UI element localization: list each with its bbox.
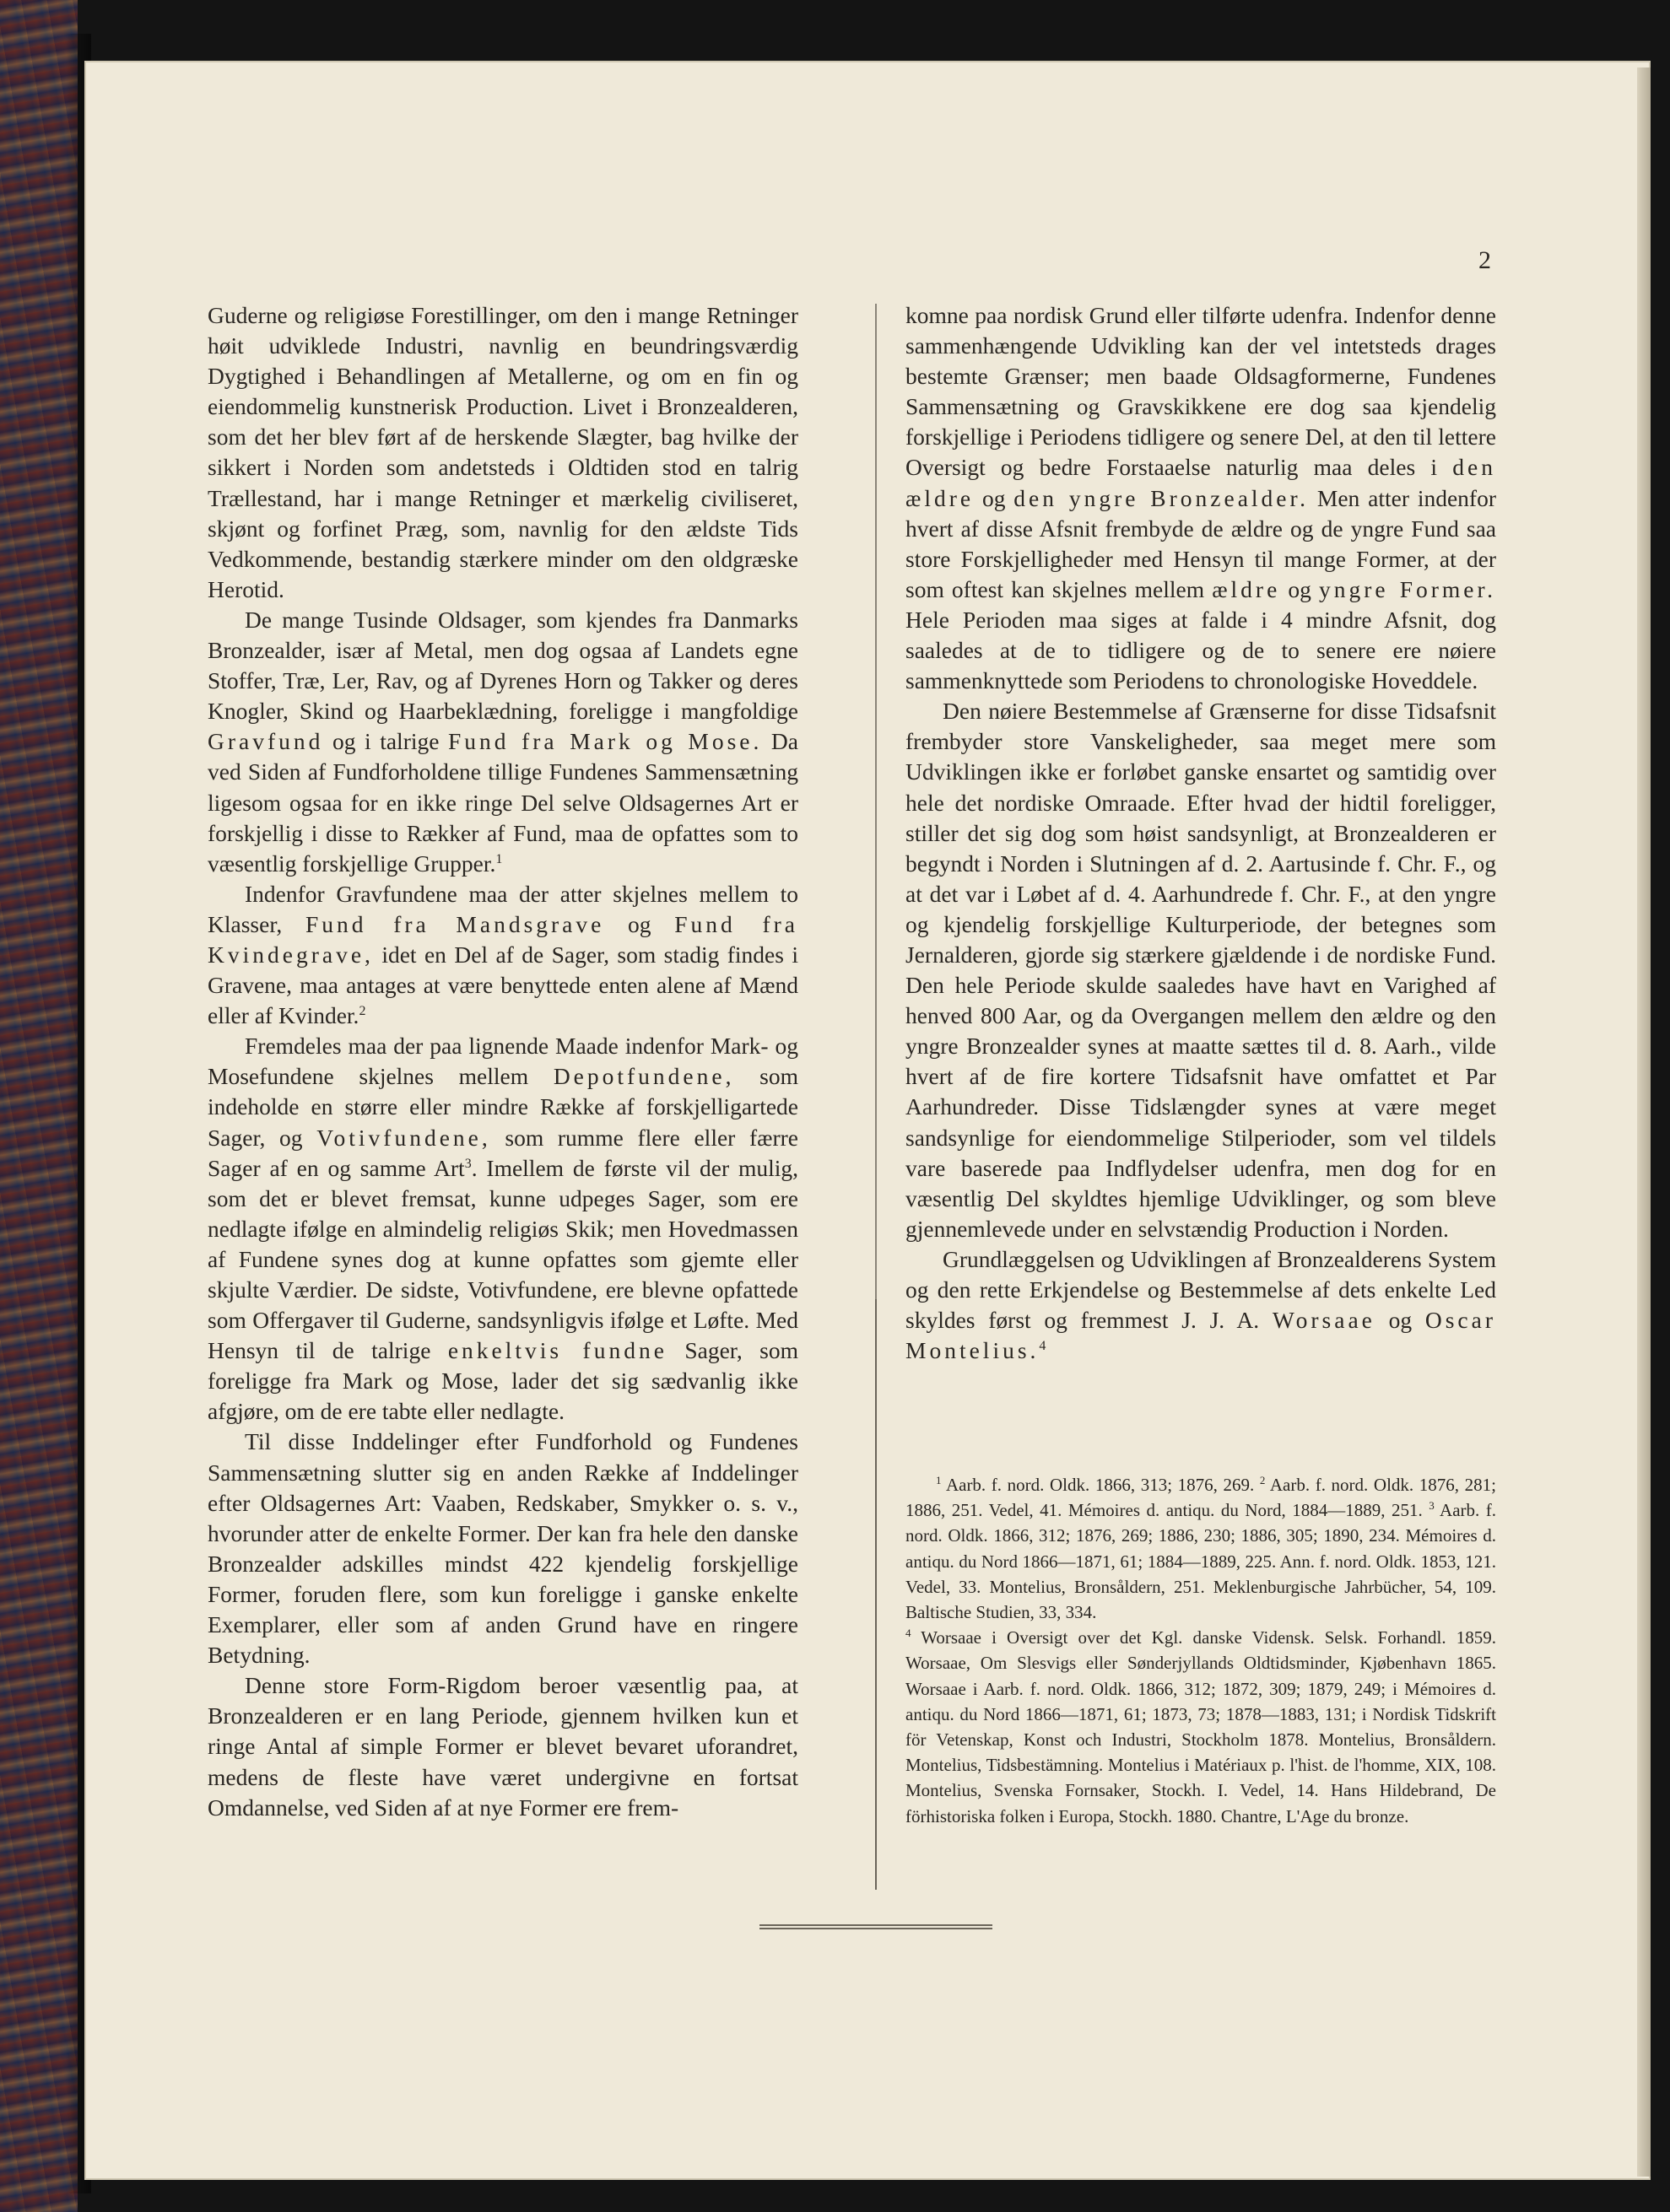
page-edge	[1637, 67, 1651, 2177]
left-column	[208, 300, 798, 1823]
footnote-text: $^1$ Aarb. f. nord. Oldk. 1866, 313; 1876, 269. $^2$ Aarb. f. nord. Oldk. 1876, 281; 1886, 251. Vedel, 41. Mémoires d. antiqu. du Nord, 1884—1889, 251. $^3$ Aarb. f. nord. Oldk. 1866, 312; 1876, 269; 1886, 230; 1886, 305; 1890, 234. Mémoires d. antiqu. du Nord 1866—1871, 61; 1884—1889, 225. Ann. f. nord. Oldk. 1853, 121. Vedel, 33. Montelius, Bronsåldern, 251. Meklenburgische Jahrbücher, 54, 109. Baltische Studien, 33, 334. $^4$ Worsaae i Oversigt over det Kgl. danske Vidensk. Selsk. Forhandl. 1859. Worsaae, Om Slesvigs eller Sønderjyllands Oldtidsminder, Kjøbenhavn 1865. Worsaae i Aarb. f. nord. Oldk. 1866, 312; 1872, 309; 1879, 249; i Mémoires d. antiqu. du Nord 1866—1871, 61; 1873, 73; 1878—1883, 131; i Nordisk Tidskrift för Vetenskap, Konst och Industri, Stockholm 1878. Montelius, Bronsåldern. Montelius, Tidsbestämning. Montelius i Matériaux p. l'hist. de l'homme, XIX, 108. Montelius, Svenska Fornsaker, Stockh. I. Vedel, 14. Hans Hildebrand, De förhistoriska folken i Europa, Stockh. 1880. Chantre, L'Age du bronze.	[905, 1474, 1496, 1826]
right-column	[905, 300, 1496, 1366]
right-paragraph-1: komne paa nordisk Grund eller tilførte udenfra. Indenfor denne sammenhængende Udvikling kan der vel intetsteds drages bestemte Grænser; men baade Oldsagformerne, Fundenes Sammensætning og Gravskikkene ere dog saa kjendelig forskjellige i Periodens tidligere og senere Del, at den til lettere Oversigt og bedre Forstaaelse naturlig maa deles i den ældre og den yngre Bronzealder. Men atter indenfor hvert af disse Afsnit frembyde de ældre og de yngre Fund saa store Forskjelligheder med Hensyn til mange Former, at der som oftest kan skjelnes mellem ældre og yngre Former. Hele Perioden maa siges at falde i 4 mindre Afsnit, dog saaledes at de to tidligere og de to senere ere nøiere sammenknyttede som Periodens to chronologiske Hoveddele.	[905, 302, 1497, 694]
page-number: 2	[1478, 246, 1491, 274]
closing-rule	[759, 1924, 992, 1929]
footnote-ref-1: 1	[495, 851, 503, 866]
footnote-ref-4: 4	[1039, 1339, 1046, 1354]
footnote-mark-4: 4	[905, 1627, 911, 1640]
footnote-mark-2: 2	[1259, 1474, 1266, 1486]
footnote-mark-1: 1	[936, 1474, 942, 1486]
right-paragraph-3: Grundlæggelsen og Udviklingen af Bronzealderens System og den rette Erkjendelse og Bestemmelse af dets enkelte Led skyldes først og fremmest J. J. A. Worsaae og Oscar Montelius.$^4$	[905, 1245, 1496, 1364]
footnote-ref-3: 3	[464, 1156, 472, 1171]
left-paragraph-1: Guderne og religiøse Forestillinger, om den i mange Retninger høit udviklede Industri, navnlig en beundringsværdig Dygtighed i Behandlingen af Metallerne, og om en fin og eiendommelig kunstnerisk Production. Livet i Bronzealderen, som det her blev ført af de herskende Slægter, bag hvilke der sikkert i Norden som andetsteds i Oldtiden stod en talrig Trællestand, har i mange Retninger et mærkelig civiliseret, skjønt og forfinet Præg, som, navnlig for den ældste Tids Vedkommende, bestandig stærkere minder om den oldgræske Herotid.	[208, 302, 798, 602]
column-divider-lower	[875, 1299, 877, 1890]
footnote-ref-2: 2	[359, 1004, 366, 1019]
column-divider	[875, 304, 877, 1299]
right-paragraph-2: Den nøiere Bestemmelse af Grænserne for disse Tidsafsnit frembyder store Vanskeligheder, saa meget mere som Udviklingen ikke er forløbet ganske ensartet og samtidig over hele det nordiske Omraade. Efter hvad der hidtil foreligger, stiller det sig dog som høist sandsynligt, at Bronzealderen er begyndt i Norden i Slutningen af d. 2. Aartusinde f. Chr. F., og at det var i Løbet af d. 4. Aarhundrede f. Chr. F., at den yngre og kjendelig forskjellige Kulturperiode, der betegnes som Jernalderen, gjorde sig stærkere gjældende i de nordiske Fund. Den hele Periode skulde saaledes have havt en Varighed af henved 800 Aar, og da Overgangen mellem den ældre og den yngre Bronzealder synes at maatte sættes til d. 8. Aarh., vilde hvert af de fire kortere Tidsafsnit have omfattet et Par Aarhundreder. Disse Tidslængder synes at være meget sandsynlige for eiendommelige Stilperioder, som vel tildels vare baserede paa Indflydelser udenfra, men dog for en væsentlig Del skyldtes hjemlige Udviklinger, og som bleve gjennemlevede under en selvstændig Production i Norden.	[905, 698, 1496, 1242]
left-paragraph-5: Til disse Inddelinger efter Fundforhold og Fundenes Sammensætning slutter sig en anden Række af Inddelinger efter Oldsagernes Art: Vaaben, Redskaber, Smykker o. s. v., hvorunder atter de enkelte Former. Der kan fra hele den danske Bronzealder adskilles mindst 422 kjendelig forskjellige Former, foruden flere, som kun foreligge i ganske enkelte Exemplarer, eller som af anden Grund have en ringere Betydning.	[208, 1428, 798, 1669]
footnotes	[905, 1472, 1496, 1829]
left-paragraph-3: Indenfor Gravfundene maa der atter skjelnes mellem to Klasser, Fund fra Mandsgrave og Fund fra Kvindegrave, idet en Del af de Sager, som stadig findes i Gravene, maa antages at være benyttede enten alene af Mænd eller af Kvinder.$^2$	[208, 880, 798, 1029]
left-paragraph-6: Denne store Form-Rigdom beroer væsentlig paa, at Bronzealderen er en lang Periode, gjennem hvilken kun et ringe Antal af simple Former er blevet bevaret uforandret, medens de fleste have været undergivne en fortsat Omdannelse, ved Siden af at nye Former ere frem-	[208, 1672, 798, 1821]
footnote-mark-3: 3	[1429, 1499, 1435, 1513]
left-paragraph-4: Fremdeles maa der paa lignende Maade indenfor Mark- og Mosefundene skjelnes mellem Depotfundene, som indeholde en større eller mindre Række af forskjelligartede Sager, og Votivfundene, som rumme flere eller færre Sager af en og samme Art$^3$. Imellem de første vil der mulig, som det er blevet fremsat, kunne udpeges Sager, som ere nedlagte ifølge en almindelig religiøs Skik; men Hovedmassen af Fundene synes dog at kunne opfattes som gjemte eller skjulte Værdier. De sidste, Votivfundene, ere blevne opfattede som Offergaver til Guderne, sandsynligvis ifølge et Løfte. Med Hensyn til de talrige enkeltvis fundne Sager, som foreligge fra Mark og Mose, lader det sig sædvanlig ikke afgjøre, om de ere tabte eller nedlagte.	[208, 1033, 799, 1425]
left-paragraph-2: De mange Tusinde Oldsager, som kjendes fra Danmarks Bronzealder, især af Metal, men dog ogsaa af Landets egne Stoffer, Træ, Ler, Rav, og af Dyrenes Horn og Takker og deres Knogler, Skind og Haarbeklædning, foreligge i mangfoldige Gravfund og i talrige Fund fra Mark og Mose. Da ved Siden af Fundforholdene tillige Fundenes Sammensætning ligesom ogsaa for en ikke ringe Del selve Oldsagernes Art er forskjellig i disse to Rækker af Fund, maa de opfattes som to væsentlig forskjellige Grupper.$^1$	[208, 606, 798, 877]
